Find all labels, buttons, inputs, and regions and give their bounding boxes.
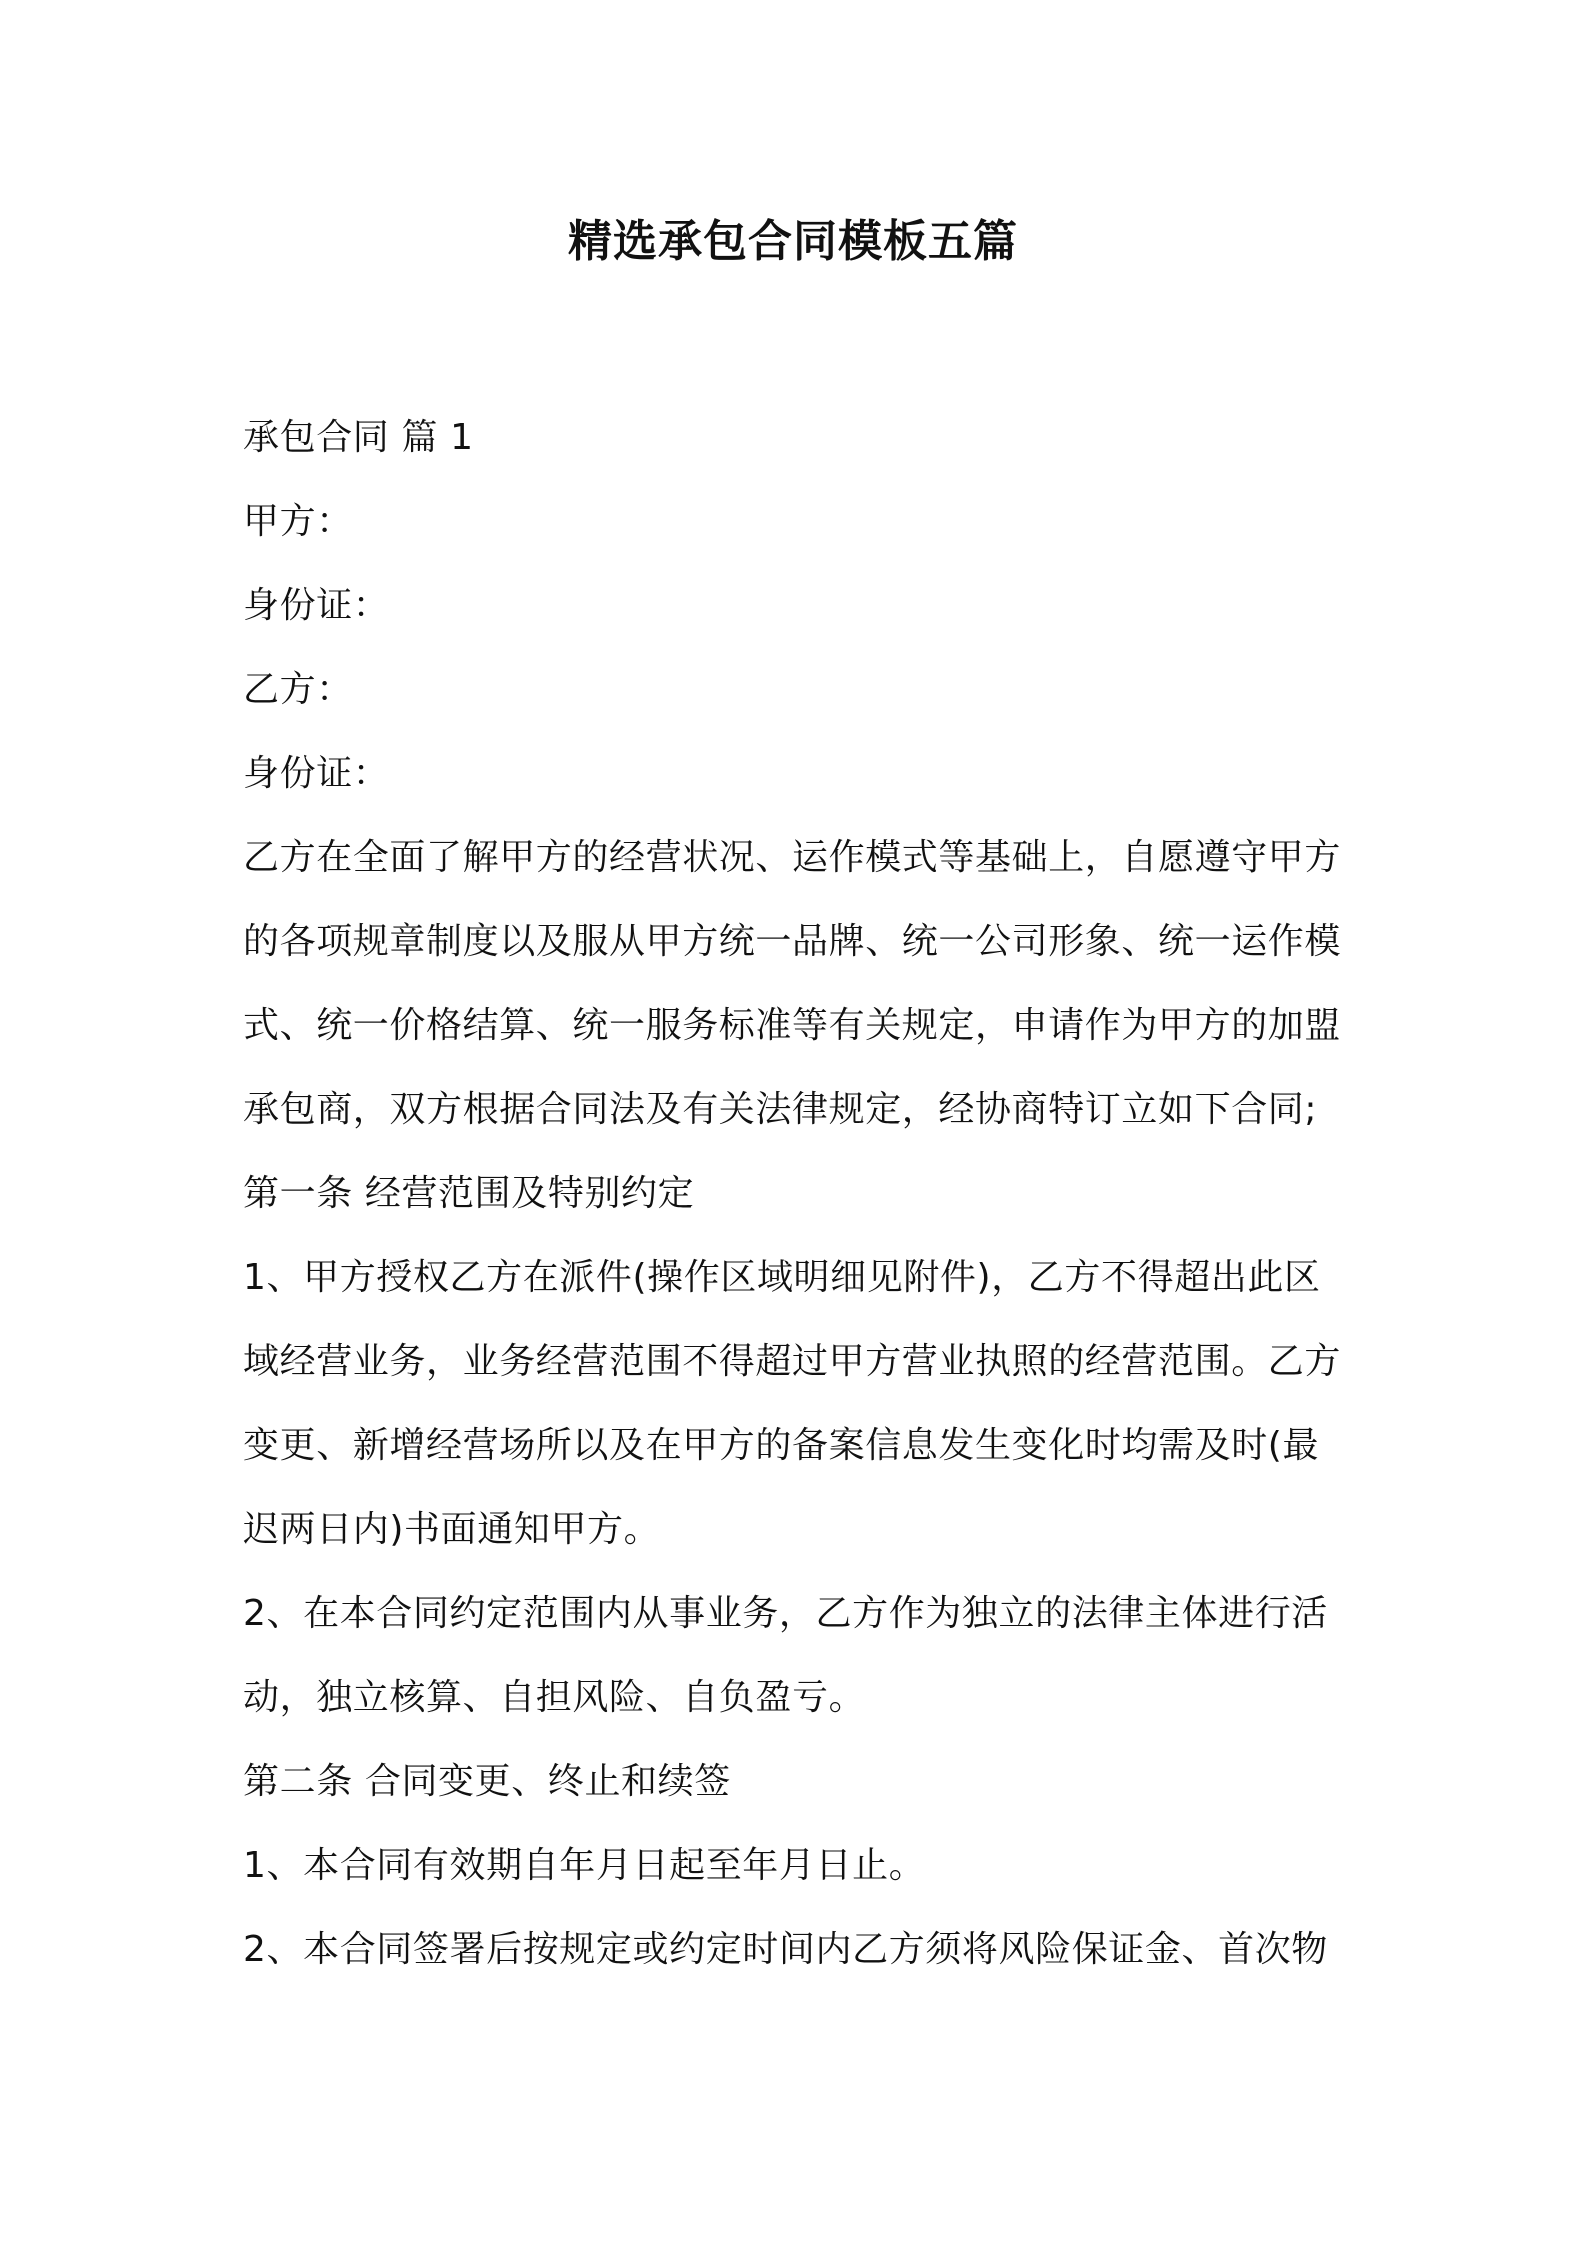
paragraph-line: 动，独立核算、自担风险、自负盈亏。 xyxy=(243,1677,866,1718)
party-b-id-label: 身份证： xyxy=(243,753,390,794)
party-a-label: 甲方： xyxy=(243,501,353,542)
paragraph-line: 式、统一价格结算、统一服务标准等有关规定，申请作为甲方的加盟 xyxy=(243,1005,1342,1046)
paragraph-line: 承包商，双方根据合同法及有关法律规定，经协商特订立如下合同; xyxy=(243,1089,1318,1130)
party-a-id-label: 身份证： xyxy=(243,585,390,626)
article-1-heading: 第一条 经营范围及特别约定 xyxy=(243,1173,695,1214)
paragraph-line: 2、本合同签署后按规定或约定时间内乙方须将风险保证金、首次物 xyxy=(243,1929,1328,1970)
paragraph-line: 2、在本合同约定范围内从事业务，乙方作为独立的法律主体进行活 xyxy=(243,1593,1328,1634)
party-b-label: 乙方： xyxy=(243,669,353,710)
article-2-heading: 第二条 合同变更、终止和续签 xyxy=(243,1761,731,1802)
paragraph-line: 迟两日内)书面通知甲方。 xyxy=(243,1509,661,1550)
paragraph-line: 1、甲方授权乙方在派件(操作区域明细见附件)，乙方不得超出此区 xyxy=(243,1257,1321,1298)
document-body xyxy=(243,408,1363,2004)
paragraph-line: 1、本合同有效期自年月日起至年月日止。 xyxy=(243,1845,926,1886)
paragraph-line: 域经营业务，业务经营范围不得超过甲方营业执照的经营范围。乙方 xyxy=(243,1341,1342,1382)
paragraph-line: 乙方在全面了解甲方的经营状况、运作模式等基础上，自愿遵守甲方 xyxy=(243,837,1342,878)
document-title: 精选承包合同模板五篇 xyxy=(568,216,1018,267)
paragraph-line: 的各项规章制度以及服从甲方统一品牌、统一公司形象、统一运作模 xyxy=(243,921,1342,962)
section-heading-part-1: 承包合同 篇 1 xyxy=(243,417,474,458)
paragraph-line: 变更、新增经营场所以及在甲方的备案信息发生变化时均需及时(最 xyxy=(243,1425,1320,1466)
